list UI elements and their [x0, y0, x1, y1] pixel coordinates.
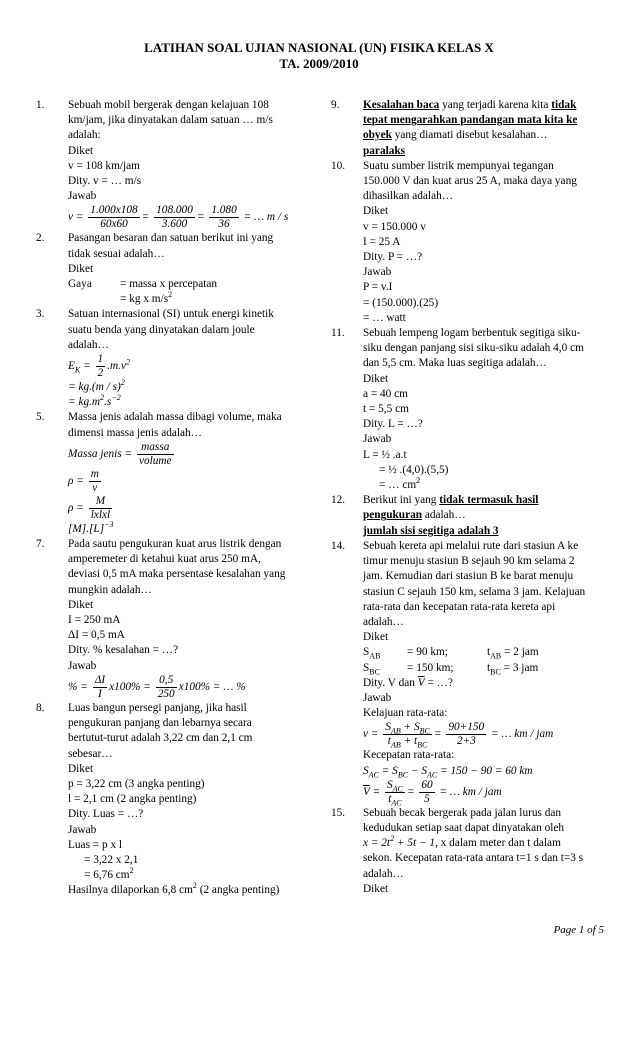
fraction: [137, 441, 174, 468]
question-5: [36, 410, 318, 537]
equation-term: .s: [104, 396, 112, 409]
symbol: S: [385, 721, 391, 734]
question-text: adalah…: [68, 338, 109, 351]
answer-value: = 6,76 cm: [84, 869, 130, 882]
question-text: [363, 128, 607, 143]
denominator: 60x60: [100, 218, 128, 231]
question-text: suatu benda yang dinyatakan dalam joule: [68, 323, 255, 336]
denominator: 2: [97, 367, 104, 380]
fraction: [93, 674, 107, 701]
answer-step: = ½ .(4,0).(5,5): [379, 463, 449, 476]
question-number: 14.: [331, 539, 346, 552]
right-column: [331, 98, 607, 897]
highlighted-text: tidak termasuk hasil: [439, 494, 539, 507]
given-value: l = 2,1 cm (2 angka penting): [68, 793, 197, 806]
question-text: Sebuah mobil bergerak dengan kelajuan 108: [68, 99, 269, 111]
equation: v = $\frac{S_{AB} + S_{BC}}{t_{AB} + t_{BC}}$ = $\frac{90+150}{2+3}$ = … km / jam: [363, 721, 554, 750]
subscript: BC: [397, 769, 409, 779]
equation: v = $\frac{1.000x108}{60x60}$ = $\frac{108.000}{3.600}$ = $\frac{1.080}{36}$ = … m / s: [68, 204, 289, 231]
exponent: 2: [100, 393, 105, 403]
question-text: sekon. Kecepatan rata-rata antara t=1 s dan t=3 s: [363, 852, 584, 865]
fraction: [383, 721, 432, 748]
symbol: t: [388, 792, 392, 805]
equation: [68, 468, 318, 495]
equation-term: .m.v: [107, 360, 127, 373]
document-title-line-2: TA. 2009/2010: [279, 56, 359, 71]
answer-text: Hasilnya dilaporkan 6,8 cm: [68, 884, 193, 897]
denominator: 3.600: [161, 218, 188, 231]
question-number: 11.: [331, 327, 345, 340]
subscript: AC: [426, 769, 438, 779]
equation-term: = 150 − 90 = 60 km: [437, 764, 533, 777]
equation: [363, 834, 436, 850]
highlighted-text: Kesalahan baca: [363, 99, 440, 111]
question-text: timur menuju stasiun B sejauh 90 km selama 2: [363, 555, 575, 568]
diket-label: Diket: [68, 144, 94, 157]
question-text: [363, 508, 607, 523]
denominator: lxlxl: [90, 508, 111, 521]
given-value: v = 150.000 v: [363, 220, 426, 233]
fraction: [385, 779, 405, 806]
asked-text: Dity. V dan: [363, 676, 418, 689]
question-text: Satuan internasional (SI) untuk energi kinetik: [68, 308, 274, 321]
given-number: = 3 jam: [500, 661, 539, 674]
question-text: Sebuah becak bergerak pada jalan lurus dan: [363, 806, 562, 819]
numerator: 1.000x108: [90, 204, 138, 217]
page-number: Page 1 of 5: [553, 924, 604, 936]
given-value: ΔI = 0,5 mA: [68, 629, 125, 642]
symbol: = S: [378, 764, 398, 777]
answer-step: [363, 478, 607, 493]
fraction: [446, 721, 486, 748]
diket-label: Diket: [68, 762, 94, 775]
subscript: AB: [490, 651, 502, 661]
exponent: 2: [126, 357, 131, 367]
numerator: [385, 779, 405, 793]
symbol: t: [387, 735, 391, 748]
asked-text: = …?: [424, 676, 453, 689]
symbol: + t: [400, 735, 418, 748]
equation-term: = kg.(m / s): [68, 381, 121, 394]
given-value: v = 108 km/jam: [68, 159, 140, 172]
question-number: 15.: [331, 806, 346, 819]
question-text: adalah…: [363, 615, 404, 628]
symbol: + S: [400, 721, 420, 734]
numerator: ΔI: [94, 673, 106, 686]
numerator: m: [90, 467, 99, 480]
question-text: siku dengan panjang sisi siku-siku adalah 4,0 cm: [363, 342, 584, 355]
fraction: [156, 674, 177, 701]
fraction: [88, 204, 139, 231]
denominator: 5: [424, 792, 430, 805]
question-text: tidak sesuai adalah…: [68, 247, 165, 260]
question-text: yang terjadi karena kita: [439, 99, 552, 111]
given-value: [68, 277, 318, 292]
given-value: I = 250 mA: [68, 614, 121, 627]
equation: [68, 441, 318, 468]
equation-term: ρ =: [68, 501, 84, 514]
question-text: [363, 493, 607, 508]
denominator: 36: [218, 218, 230, 231]
equation-term: v =: [68, 211, 84, 224]
question-text: dihasilkan adalah…: [363, 190, 454, 203]
highlighted-text: tidak: [551, 99, 577, 111]
question-8: [36, 701, 318, 899]
subscript: K: [74, 365, 81, 375]
numerator: 90+150: [448, 721, 485, 734]
asked-value: Dity. v = … m/s: [68, 175, 142, 188]
question-number: 2.: [36, 232, 45, 245]
asked-value: Dity. L = …?: [363, 418, 423, 431]
equation: $E_K$ = $\frac{1}{2}$ $.m.v^2$: [68, 353, 131, 380]
question-12: [331, 493, 607, 539]
diket-label: Diket: [363, 372, 389, 385]
subscript: BC: [417, 740, 428, 750]
equation: [68, 674, 318, 701]
question-text: sebesar…: [68, 747, 113, 760]
symbol: S: [363, 646, 370, 659]
answer-text: paralaks: [363, 144, 406, 157]
diket-label: Diket: [363, 205, 389, 218]
numerator: 60: [421, 778, 433, 791]
denominator: [383, 735, 432, 748]
question-text: Suatu sumber listrik mempunyai tegangan: [363, 159, 554, 172]
question-text: Pasangan besaran dan satuan berikut ini yang: [68, 232, 274, 245]
question-text: Massa jenis adalah massa dibagi volume, maka: [68, 411, 282, 424]
question-text: kedudukan setiap saat dapat dinyatakan oleh: [363, 821, 565, 834]
subscript: BC: [490, 666, 501, 676]
question-text: deviasi 0,5 mA maka persentase kesalahan yang: [68, 568, 286, 581]
jawab-label: Jawab: [363, 691, 392, 704]
question-9: [331, 98, 607, 159]
answer-step: P = v.I: [363, 281, 393, 294]
question-1: [36, 98, 318, 231]
question-number: 3.: [36, 308, 45, 321]
numerator: M: [89, 495, 112, 509]
answer-conclusion: [68, 883, 318, 898]
question-text: dan 5,5 cm. Maka luas segitiga adalah…: [363, 357, 547, 370]
fraction: [154, 204, 195, 231]
symbol: t: [487, 661, 491, 674]
jawab-label: Jawab: [363, 266, 392, 279]
exponent: −2: [111, 393, 121, 403]
answer-step: = (150.000).(25): [363, 296, 439, 309]
equation-term: [M].[L]: [68, 522, 105, 535]
question-text: [363, 836, 607, 851]
given-value: p = 3,22 cm (3 angka penting): [68, 777, 205, 790]
equation-term: = … km / jam: [439, 785, 502, 798]
diket-label: Diket: [68, 262, 94, 275]
equation: [68, 522, 318, 537]
subheading: Kelajuan rata-rata:: [363, 707, 448, 720]
diket-label: Diket: [363, 631, 389, 644]
question-text: Sebuah kereta api melalui rute dari stasiun A ke: [363, 539, 579, 552]
equation: [68, 395, 318, 410]
subheading: Kecepatan rata-rata:: [363, 749, 455, 762]
symbol: t: [487, 646, 491, 659]
numerator: [383, 721, 432, 735]
given-number: = 150 km;: [407, 661, 454, 674]
question-text: pengukuran panjang dan lebarnya secara: [68, 717, 252, 730]
asked-value: [363, 676, 607, 691]
question-number: 1.: [36, 99, 45, 111]
fraction: [89, 495, 112, 522]
exponent: 2: [192, 881, 197, 891]
jawab-label: Jawab: [68, 823, 97, 836]
given-value: a = 40 cm: [363, 387, 408, 400]
subscript: AB: [369, 651, 381, 661]
equation-term: = … m / s: [243, 211, 289, 224]
equation-term: v =: [363, 728, 379, 741]
question-text: Pada sautu pengukuran kuat arus listrik dengan: [68, 538, 282, 551]
equation-term: % =: [68, 680, 88, 693]
given-number: = 90 km;: [407, 646, 448, 659]
exponent: 2: [120, 378, 125, 388]
subscript: BC: [369, 666, 380, 676]
subscript: AB: [390, 726, 401, 736]
question-text: Luas bangun persegi panjang, jika hasil: [68, 701, 247, 714]
question-text: Sebuah lempeng logam berbentuk segitiga siku-: [363, 327, 581, 340]
given-value: [363, 661, 607, 676]
question-10: [331, 159, 607, 326]
equation-term: x100% =: [109, 680, 151, 693]
question-text: 150.000 V dan kuat arus 25 A, maka daya yang: [363, 175, 577, 188]
exponent: 2: [168, 290, 173, 300]
equation-term: = … km / jam: [491, 728, 554, 741]
diket-label: Diket: [363, 882, 389, 895]
question-14: [331, 539, 607, 806]
given-value: [363, 645, 607, 660]
question-text: , x dalam meter dan t dalam: [435, 837, 561, 850]
symbol: $\overline{V}$: [417, 676, 425, 689]
question-text: jam. Kemudian dari stasiun B ke barat menuju: [363, 570, 574, 583]
question-2: [36, 231, 318, 307]
given-number: = 2 jam: [501, 646, 539, 659]
symbol: $\overline{V}$: [363, 785, 370, 798]
highlighted-text: obyek: [363, 129, 392, 142]
equation-term: ρ =: [68, 474, 84, 487]
question-number: 8.: [36, 701, 45, 714]
answer-text: jumlah sisi segitiga adalah 3: [363, 524, 499, 537]
fraction: [89, 468, 101, 495]
answer-step: = 3,22 x 2,1: [84, 853, 139, 866]
equation: [68, 380, 318, 395]
given-value: [68, 292, 318, 307]
answer-text: (2 angka penting): [196, 884, 280, 897]
given-value: I = 25 A: [363, 235, 401, 248]
equation: [68, 495, 318, 522]
symbol: S: [363, 764, 369, 777]
numerator: 108.000: [156, 204, 193, 217]
diket-label: Diket: [68, 598, 94, 611]
equation-term: x100% = … %: [178, 680, 246, 693]
denominator: volume: [138, 454, 172, 467]
question-text: km/jam, jika dinyatakan dalam satuan … m/s: [68, 114, 273, 127]
left-column: [36, 98, 318, 899]
denominator: [385, 793, 405, 806]
answer-step: Luas = p x l: [68, 838, 123, 851]
equation: $\overline{V}$ = $\frac{S_{AC}}{t_{AC}}$ = $\frac{60}{5}$ = … km / jam: [363, 778, 502, 807]
question-11: [331, 326, 607, 493]
symbol: S: [363, 661, 370, 674]
question-number: 9.: [331, 99, 340, 111]
term-definition: = massa x percepatan: [120, 278, 218, 291]
question-text: mungkin adalah…: [68, 583, 152, 596]
given-value: t = 5,5 cm: [363, 403, 409, 416]
jawab-label: Jawab: [68, 659, 97, 672]
subscript: AC: [368, 769, 379, 779]
question-text: adalah…: [363, 867, 404, 880]
asked-value: Dity. % kesalahan = …?: [68, 644, 179, 657]
question-number: 5.: [36, 411, 45, 424]
asked-value: Dity. Luas = …?: [68, 808, 144, 821]
question-text: bertutut-turut adalah 3,22 cm dan 2,1 cm: [68, 732, 253, 745]
numerator: 1: [97, 353, 104, 366]
asked-value: Dity. P = …?: [363, 251, 423, 264]
subscript: AB: [390, 740, 401, 750]
question-text: adalah:: [68, 129, 101, 142]
symbol: − S: [408, 764, 427, 777]
answer-value: = … cm: [379, 479, 417, 492]
question-text: rata-rata dan kecepatan rata-rata kereta api: [363, 600, 556, 613]
question-text: Berikut ini yang: [363, 494, 440, 507]
question-3: [36, 307, 318, 410]
answer-step: = … watt: [363, 311, 406, 324]
denominator: 250: [157, 687, 175, 700]
question-text: yang diamati disebut kesalahan…: [391, 129, 548, 142]
question-text: dimensi massa jenis adalah…: [68, 426, 202, 439]
denominator: I: [98, 687, 102, 700]
numerator: 0,5: [156, 674, 177, 688]
question-text: amperemeter di ketahui kuat arus 250 mA,: [68, 553, 261, 566]
fraction: [96, 353, 106, 380]
question-text: [363, 98, 607, 113]
fraction: [209, 204, 238, 231]
denominator: v: [92, 481, 98, 494]
question-text: adalah…: [422, 509, 466, 522]
jawab-label: Jawab: [68, 190, 97, 203]
equation: [363, 764, 607, 779]
equation-term: = kg.m: [68, 396, 101, 409]
equation-term: x = 2t: [363, 837, 391, 850]
subscript: AC: [392, 783, 403, 793]
highlighted-text: tepat mengarahkan pandangan mata kita ke: [363, 114, 578, 127]
exponent: 2: [416, 476, 421, 486]
highlighted-text: pengukuran: [363, 509, 423, 522]
exponent: 2: [129, 866, 134, 876]
unit-text: = kg x m/s: [120, 293, 169, 306]
question-15: [331, 806, 607, 897]
equation-term: E: [68, 360, 75, 373]
denominator: 2+3: [456, 735, 476, 748]
document-title-line-1: LATIHAN SOAL UJIAN NASIONAL (UN) FISIKA KELAS X: [144, 40, 494, 55]
question-number: 12.: [331, 494, 346, 507]
term-label: Gaya: [68, 278, 92, 291]
fraction: [419, 779, 434, 806]
answer-step: L = ½ .a.t: [363, 448, 407, 461]
numerator: massa: [137, 441, 174, 455]
numerator: 1.080: [211, 204, 237, 217]
equation-term: + 5t − 1: [394, 837, 436, 850]
equation-term: Massa jenis =: [68, 447, 133, 460]
exponent: −3: [104, 520, 114, 530]
question-number: 10.: [331, 159, 346, 172]
subscript: AC: [391, 797, 402, 807]
question-number: 7.: [36, 538, 45, 551]
subscript: BC: [419, 726, 430, 736]
question-text: stasiun C sejauh 150 km, selama 3 jam. Kelajuan: [363, 585, 586, 598]
jawab-label: Jawab: [363, 433, 392, 446]
exponent: 2: [390, 834, 395, 844]
question-7: [36, 537, 318, 701]
symbol: S: [386, 778, 393, 791]
